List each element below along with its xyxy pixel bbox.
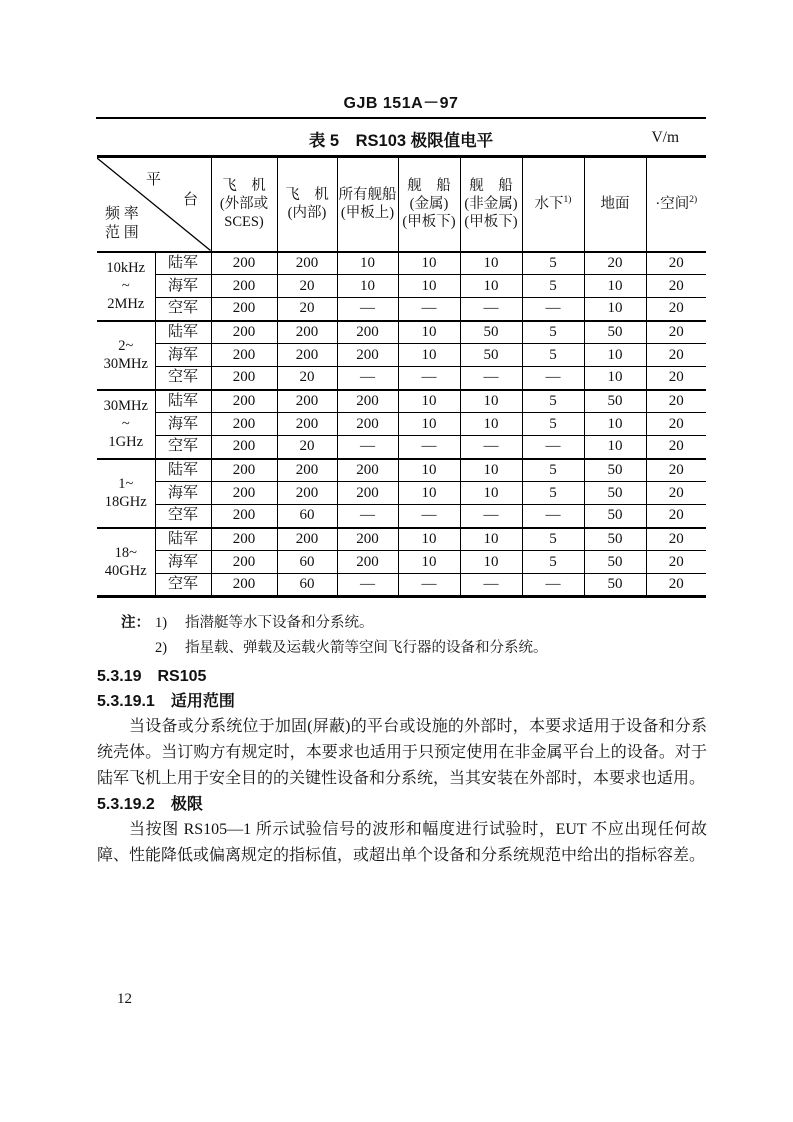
value-cell: 20 (277, 298, 337, 321)
value-cell: 200 (211, 390, 277, 413)
value-cell: — (337, 505, 398, 528)
table-row (97, 275, 706, 298)
value-cell: 20 (584, 252, 646, 275)
service-cell: 陆军 (155, 390, 211, 413)
value-cell: 10 (398, 528, 460, 551)
value-cell: 200 (211, 275, 277, 298)
doc-code: GJB 151A－97 (343, 95, 459, 112)
value-cell: 20 (646, 390, 706, 413)
service-cell: 海军 (155, 413, 211, 436)
value-cell: 10 (398, 252, 460, 275)
service-cell: 海军 (155, 344, 211, 367)
service-cell: 海军 (155, 551, 211, 574)
value-cell: 200 (211, 482, 277, 505)
value-cell: 200 (277, 528, 337, 551)
table-caption-row (97, 127, 705, 151)
value-cell: 20 (277, 436, 337, 459)
value-cell: 20 (646, 367, 706, 390)
value-cell: — (522, 298, 584, 321)
value-cell: 200 (337, 528, 398, 551)
value-cell: 20 (646, 528, 706, 551)
rs103-limits-table (97, 155, 706, 598)
note-number: 2) (155, 640, 168, 656)
value-cell: 10 (460, 482, 522, 505)
value-cell: 50 (584, 574, 646, 597)
value-cell: 10 (398, 482, 460, 505)
value-cell: — (398, 298, 460, 321)
service-cell: 陆军 (155, 528, 211, 551)
table-row (97, 505, 706, 528)
value-cell: — (460, 436, 522, 459)
body-sections (97, 664, 707, 869)
value-cell: 200 (277, 344, 337, 367)
value-cell: — (522, 367, 584, 390)
table-row (97, 321, 706, 344)
value-cell: 50 (460, 344, 522, 367)
table-unit-label: V/m (651, 129, 679, 146)
value-cell: 20 (646, 413, 706, 436)
freq-range-cell: 2~ 30MHz (97, 321, 155, 390)
table-body (97, 252, 706, 597)
value-cell: 20 (646, 436, 706, 459)
value-cell: 10 (584, 367, 646, 390)
value-cell: 200 (277, 459, 337, 482)
value-cell: 20 (646, 505, 706, 528)
value-cell: — (398, 574, 460, 597)
col-header-space: ·空间$^{2)}$ (646, 157, 706, 252)
table-row (97, 367, 706, 390)
col-header-ships-nonmetal-below-deck: 舰 船 (非金属) (甲板下) (460, 157, 522, 252)
value-cell: 50 (584, 390, 646, 413)
value-cell: — (337, 367, 398, 390)
value-cell: 200 (211, 298, 277, 321)
value-cell: 5 (522, 344, 584, 367)
value-cell: — (398, 367, 460, 390)
value-cell: 20 (646, 344, 706, 367)
value-cell: 20 (646, 321, 706, 344)
section-heading-5-3-19-1: 5.3.19.1 适用范围 (97, 693, 235, 710)
value-cell: 200 (277, 321, 337, 344)
value-cell: 200 (337, 459, 398, 482)
value-cell: 200 (211, 367, 277, 390)
value-cell: 20 (646, 298, 706, 321)
value-cell: 10 (584, 298, 646, 321)
service-cell: 空军 (155, 436, 211, 459)
note-text: 指星载、弹载及运载火箭等空间飞行器的设备和分系统。 (185, 640, 548, 656)
table-caption: 表 5 RS103 极限值电平 (308, 132, 494, 150)
value-cell: 200 (211, 574, 277, 597)
value-cell: 50 (584, 551, 646, 574)
value-cell: — (460, 298, 522, 321)
note-number: 1) (155, 615, 168, 631)
corner-platform-label: 台 (183, 192, 199, 208)
value-cell: 200 (211, 321, 277, 344)
corner-frequency-label: 频 率 范 围 (105, 206, 139, 241)
freq-range-cell: 30MHz ~ 1GHz (97, 390, 155, 459)
value-cell: — (337, 436, 398, 459)
note-item (121, 611, 548, 636)
col-header-ground: 地面 (584, 157, 646, 252)
table-row (97, 574, 706, 597)
value-cell: 10 (337, 252, 398, 275)
corner-platform-label: 平 (146, 172, 162, 188)
value-cell: 5 (522, 413, 584, 436)
value-cell: 5 (522, 528, 584, 551)
value-cell: 5 (522, 482, 584, 505)
value-cell: 20 (646, 275, 706, 298)
table-row (97, 390, 706, 413)
value-cell: 10 (398, 413, 460, 436)
value-cell: 200 (211, 528, 277, 551)
service-cell: 空军 (155, 367, 211, 390)
value-cell: 50 (460, 321, 522, 344)
value-cell: 10 (460, 528, 522, 551)
value-cell: 200 (277, 252, 337, 275)
col-header-underwater: 水下$^{1)}$ (522, 157, 584, 252)
value-cell: 10 (584, 436, 646, 459)
note-text: 指潜艇等水下设备和分系统。 (185, 615, 374, 631)
value-cell: 60 (277, 574, 337, 597)
value-cell: 10 (398, 459, 460, 482)
value-cell: 10 (584, 344, 646, 367)
service-cell: 空军 (155, 574, 211, 597)
table-row (97, 459, 706, 482)
section-heading-5-3-19: 5.3.19 RS105 (97, 668, 207, 685)
value-cell: 10 (460, 459, 522, 482)
service-cell: 海军 (155, 275, 211, 298)
value-cell: — (522, 505, 584, 528)
table-row (97, 252, 706, 275)
section-heading-5-3-19-2: 5.3.19.2 极限 (97, 796, 203, 813)
value-cell: — (522, 436, 584, 459)
col-header-aircraft-external: 飞 机 (外部或 SCES) (211, 157, 277, 252)
value-cell: 10 (460, 551, 522, 574)
value-cell: — (398, 436, 460, 459)
value-cell: 200 (337, 344, 398, 367)
table-row (97, 298, 706, 321)
table-notes (121, 611, 548, 661)
value-cell: 200 (211, 344, 277, 367)
value-cell: 5 (522, 275, 584, 298)
table-corner-cell (97, 157, 211, 252)
value-cell: 50 (584, 482, 646, 505)
value-cell: 10 (398, 390, 460, 413)
value-cell: 5 (522, 390, 584, 413)
value-cell: 50 (584, 459, 646, 482)
value-cell: 10 (398, 321, 460, 344)
value-cell: — (522, 574, 584, 597)
value-cell: 10 (398, 551, 460, 574)
service-cell: 陆军 (155, 459, 211, 482)
value-cell: 20 (277, 367, 337, 390)
value-cell: 10 (337, 275, 398, 298)
notes-label: 注： (121, 615, 150, 631)
header-rule (96, 117, 706, 119)
service-cell: 海军 (155, 482, 211, 505)
table-row (97, 482, 706, 505)
paragraph-limit: 当按图 RS105—1 所示试验信号的波形和幅度进行试验时，EUT 不应出现任何故障、性能降低或偏离规定的指标值，或超出单个设备和分系统规范中给出的指标容差。 (97, 821, 707, 864)
table-header-row (97, 157, 706, 252)
freq-range-cell: 1~ 18GHz (97, 459, 155, 528)
value-cell: 200 (211, 413, 277, 436)
value-cell: 10 (584, 413, 646, 436)
value-cell: 200 (211, 252, 277, 275)
value-cell: 200 (211, 505, 277, 528)
value-cell: 200 (277, 413, 337, 436)
value-cell: 5 (522, 321, 584, 344)
note-item (121, 636, 548, 661)
freq-range-cell: 10kHz ~ 2MHz (97, 252, 155, 321)
freq-range-cell: 18~ 40GHz (97, 528, 155, 597)
value-cell: 50 (584, 321, 646, 344)
value-cell: 20 (646, 482, 706, 505)
value-cell: 200 (211, 551, 277, 574)
value-cell: 10 (460, 252, 522, 275)
value-cell: — (460, 367, 522, 390)
table-row (97, 413, 706, 436)
table-row (97, 436, 706, 459)
table-row (97, 344, 706, 367)
value-cell: 200 (337, 413, 398, 436)
col-header-ships-metal-below-deck: 舰 船 (金属) (甲板下) (398, 157, 460, 252)
value-cell: 10 (398, 344, 460, 367)
value-cell: 200 (211, 459, 277, 482)
value-cell: 200 (277, 390, 337, 413)
col-header-aircraft-internal: 飞 机 (内部) (277, 157, 337, 252)
value-cell: — (460, 574, 522, 597)
service-cell: 空军 (155, 298, 211, 321)
value-cell: 200 (337, 482, 398, 505)
value-cell: 10 (398, 275, 460, 298)
value-cell: — (337, 298, 398, 321)
value-cell: 20 (646, 252, 706, 275)
value-cell: 5 (522, 252, 584, 275)
value-cell: 60 (277, 505, 337, 528)
table-row (97, 551, 706, 574)
value-cell: 200 (337, 390, 398, 413)
value-cell: — (337, 574, 398, 597)
value-cell: 50 (584, 505, 646, 528)
value-cell: — (398, 505, 460, 528)
paragraph-applicability: 当设备或分系统位于加固(屏蔽)的平台或设施的外部时，本要求适用于设备和分系统壳体。当订购方有规定时，本要求也适用于只预定使用在非金属平台上的设备。对于陆军飞机上用于安全目的的关键性设备和分系统，当其安装在外部时，本要求也适用。 (97, 718, 707, 787)
service-cell: 空军 (155, 505, 211, 528)
value-cell: 200 (211, 436, 277, 459)
service-cell: 陆军 (155, 252, 211, 275)
value-cell: 10 (460, 413, 522, 436)
value-cell: 5 (522, 551, 584, 574)
value-cell: 50 (584, 528, 646, 551)
col-header-ships-all-on-deck: 所有舰船 (甲板上) (337, 157, 398, 252)
value-cell: — (460, 505, 522, 528)
value-cell: 5 (522, 459, 584, 482)
value-cell: 200 (337, 321, 398, 344)
value-cell: 10 (460, 275, 522, 298)
value-cell: 10 (460, 390, 522, 413)
service-cell: 陆军 (155, 321, 211, 344)
value-cell: 200 (337, 551, 398, 574)
value-cell: 20 (646, 551, 706, 574)
value-cell: 20 (277, 275, 337, 298)
value-cell: 20 (646, 574, 706, 597)
value-cell: 10 (584, 275, 646, 298)
value-cell: 200 (277, 482, 337, 505)
value-cell: 60 (277, 551, 337, 574)
table-row (97, 528, 706, 551)
value-cell: 20 (646, 459, 706, 482)
page-number: 12 (117, 991, 132, 1007)
